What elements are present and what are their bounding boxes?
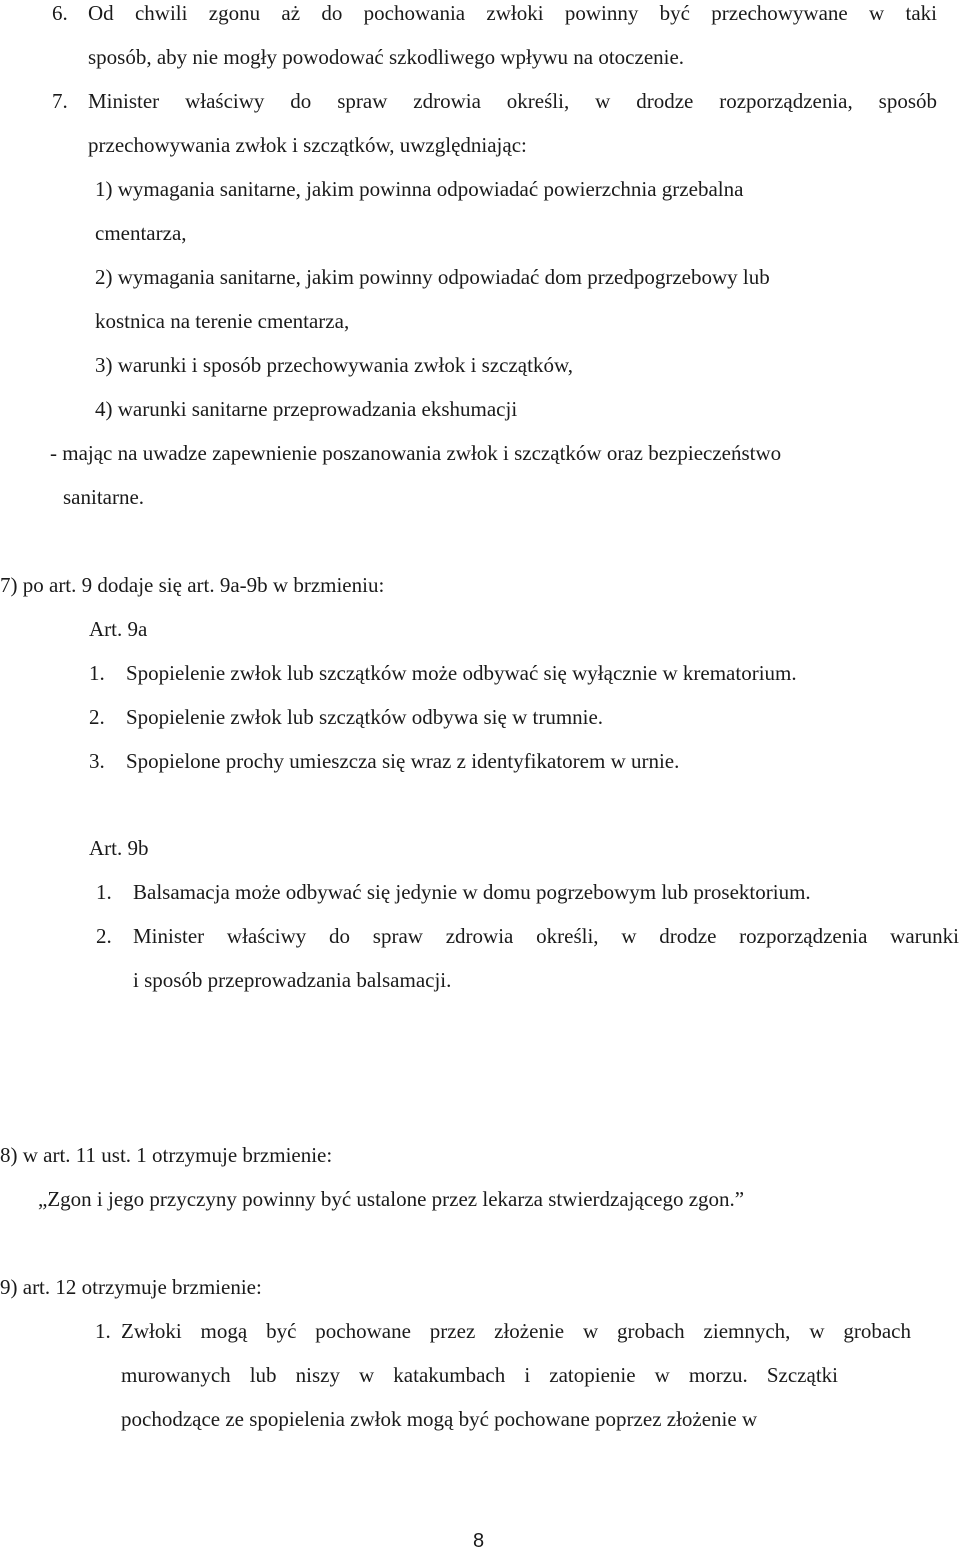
item-6-line-1: Od chwili zgonu aż do pochowania zwłoki powinny być przechowywane w taki <box>88 1 937 25</box>
art-12-item-1-number: 1. <box>95 1319 111 1343</box>
art-9b-item-1-text: Balsamacja może odbywać się jedynie w domu pogrzebowym lub prosektorium. <box>133 880 811 904</box>
item-6-line-2: sposób, aby nie mogły powodować szkodliwego wpływu na otoczenie. <box>88 45 685 69</box>
art-9a-title: Art. 9a <box>89 617 148 641</box>
art-9a-item-2-text: Spopielenie zwłok lub szczątków odbywa się w trumnie. <box>126 705 604 729</box>
item-7-sub-1: 1) wymagania sanitarne, jakim powinna odpowiadać powierzchnia grzebalna <box>95 177 744 201</box>
amendment-8-heading: 8) w art. 11 ust. 1 otrzymuje brzmienie: <box>0 1143 333 1167</box>
art-9a-item-3-text: Spopielone prochy umieszcza się wraz z identyfikatorem w urnie. <box>126 749 680 773</box>
item-7-sub-1-cont: cmentarza, <box>95 221 187 245</box>
art-12-item-1-line-3: pochodzące ze spopielenia zwłok mogą być pochowane poprzez złożenie w <box>121 1407 758 1431</box>
item-7-number: 7. <box>52 89 68 113</box>
item-7-line-2: przechowywania zwłok i szczątków, uwzględniając: <box>88 133 527 157</box>
page-number: 8 <box>473 1530 485 1552</box>
art-12-item-1-line-1: Zwłoki mogą być pochowane przez złożenie w grobach ziemnych, w grobach <box>121 1319 911 1343</box>
art-9b-title: Art. 9b <box>89 836 149 860</box>
art-9b-item-2-line-2: i sposób przeprowadzania balsamacji. <box>133 968 452 992</box>
item-7-sub-2: 2) wymagania sanitarne, jakim powinny odpowiadać dom przedpogrzebowy lub <box>95 265 770 289</box>
art-9a-item-3-number: 3. <box>89 749 105 773</box>
item-6-number: 6. <box>52 1 68 25</box>
amendment-9-heading: 9) art. 12 otrzymuje brzmienie: <box>0 1275 262 1299</box>
item-7-sub-4: 4) warunki sanitarne przeprowadzania ekshumacji <box>95 397 518 421</box>
item-7-sub-2-cont: kostnica na terenie cmentarza, <box>95 309 350 333</box>
item-7-closing-line-1: - mając na uwadze zapewnienie poszanowania zwłok i szczątków oraz bezpieczeństwo <box>50 441 782 465</box>
art-9a-item-2-number: 2. <box>89 705 105 729</box>
art-9a-item-1-number: 1. <box>89 661 105 685</box>
art-9b-item-2-line-1: Minister właściwy do spraw zdrowia określi, w drodze rozporządzenia warunki <box>133 924 959 948</box>
item-7-closing-line-2: sanitarne. <box>63 485 145 509</box>
art-12-item-1-line-2: murowanych lub niszy w katakumbach i zatopienie w morzu. Szczątki <box>121 1363 838 1387</box>
item-7-sub-3: 3) warunki i sposób przechowywania zwłok i szczątków, <box>95 353 573 377</box>
art-9b-item-1-number: 1. <box>96 880 112 904</box>
art-9a-item-1-text: Spopielenie zwłok lub szczątków może odbywać się wyłącznie w krematorium. <box>126 661 797 685</box>
amendment-8-quote: „Zgon i jego przyczyny powinny być ustalone przez lekarza stwierdzającego zgon.” <box>38 1187 745 1211</box>
item-7-line-1: Minister właściwy do spraw zdrowia określi, w drodze rozporządzenia, sposób <box>88 89 937 113</box>
amendment-7-heading: 7) po art. 9 dodaje się art. 9a-9b w brzmieniu: <box>0 573 385 597</box>
art-9b-item-2-number: 2. <box>96 924 112 948</box>
